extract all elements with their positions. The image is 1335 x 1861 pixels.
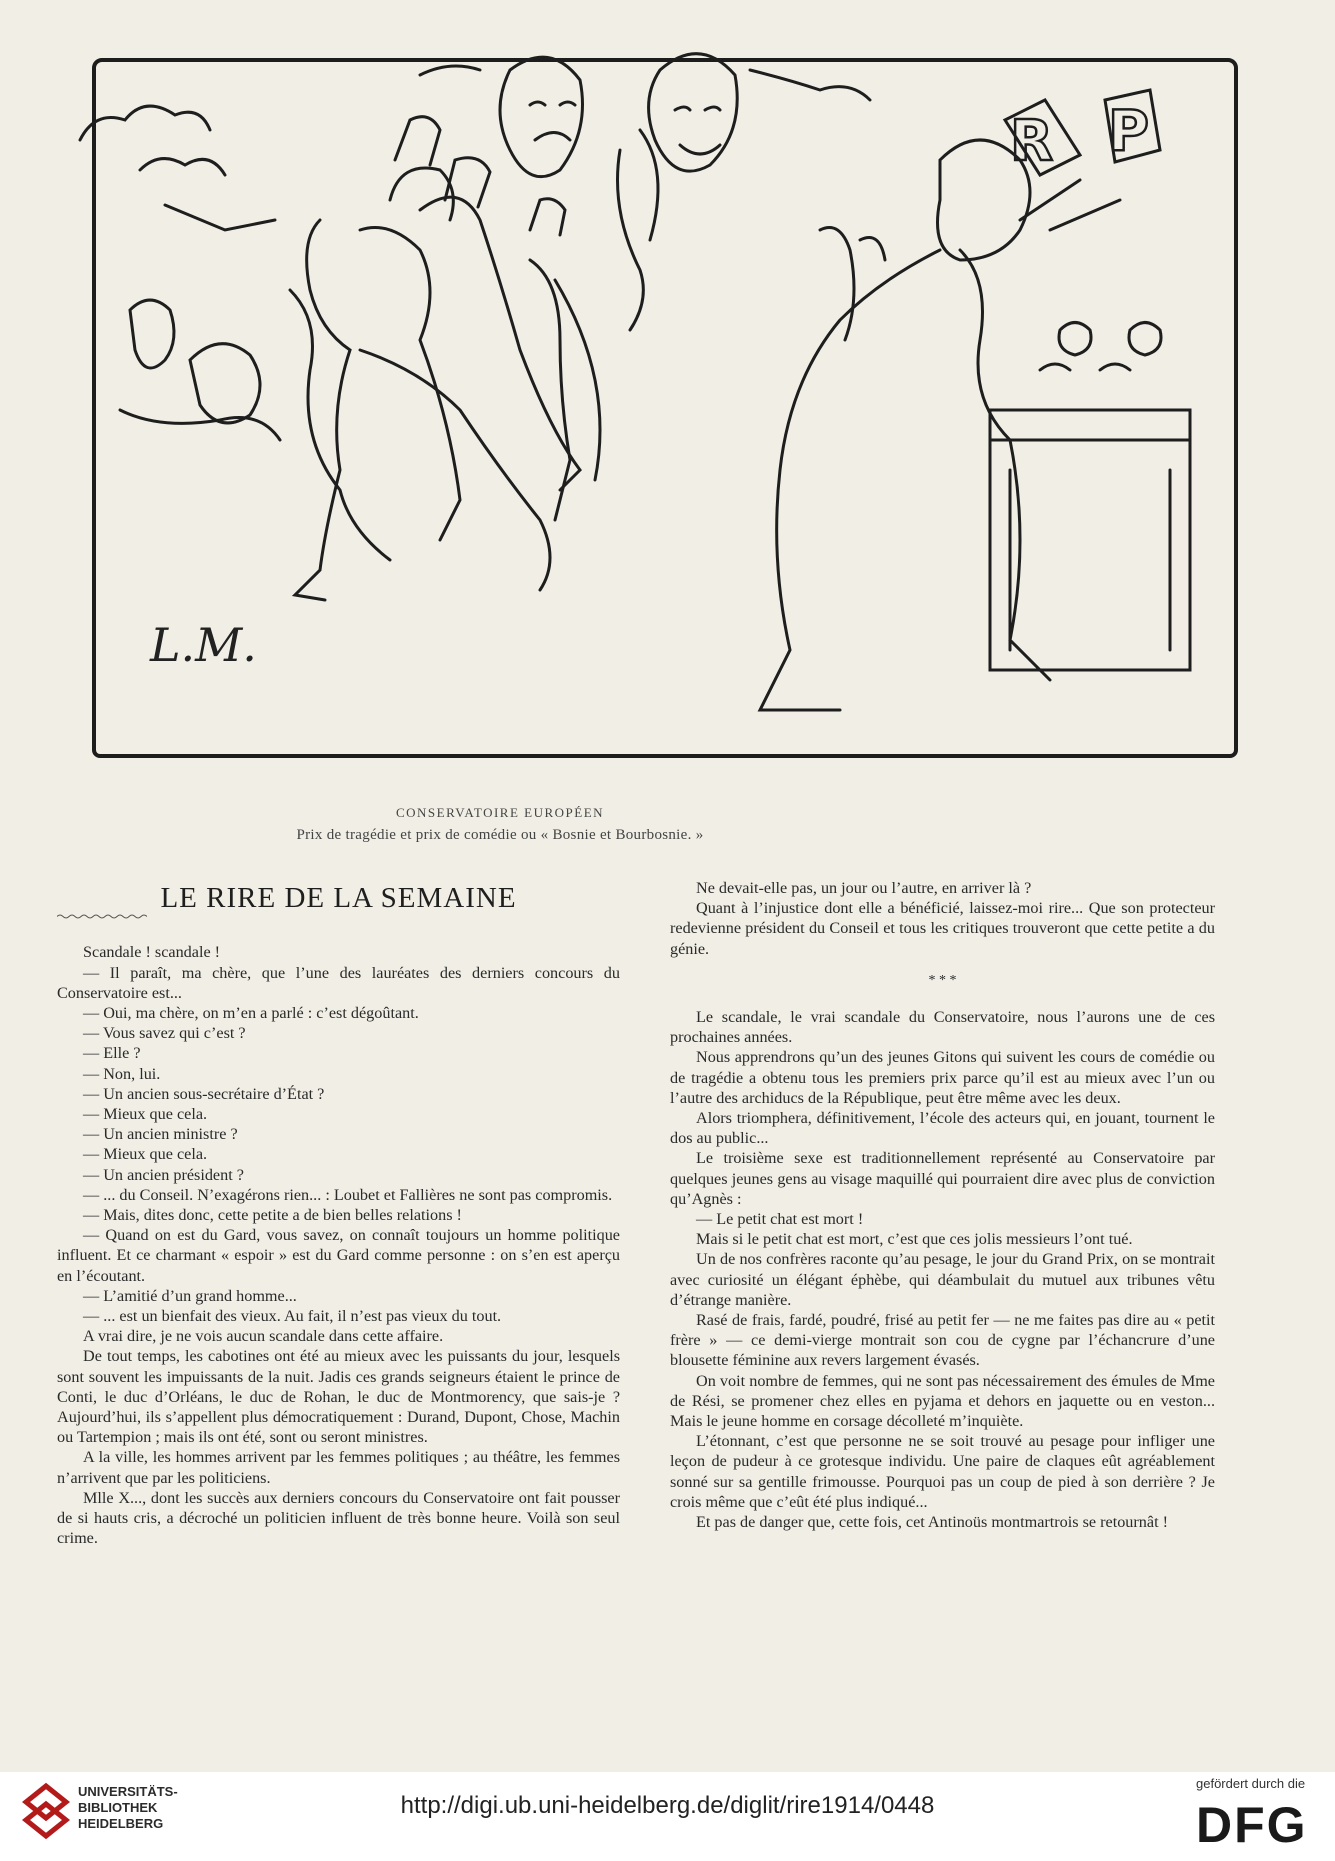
library-line: HEIDELBERG xyxy=(78,1816,164,1831)
paragraph: — ... du Conseil. N’exagérons rien... : Loubet et Fallières ne sont pas compromis. xyxy=(83,1185,613,1204)
paragraph: — Un ancien ministre ? xyxy=(83,1125,238,1144)
placard-letter-r: R xyxy=(1010,109,1054,174)
paragraph: Et pas de danger que, cette fois, cet Antinoüs montmartrois se retournât ! xyxy=(696,1513,1168,1532)
paragraph: De tout temps, les cabotines ont été au mieux avec les puissants du jour, lesquels sont souvent les impuissants de la nuit. Jadis ces grands seigneurs étaient le prince de Conti, le duc d’Orléans, le duc de Rohan, le duc de Montmorency, que sais-je ? Aujourd’hui, ils s’appellent plus démocratiquement : Durand, Dupont, Chose, Machin ou Tartempion ; mais ils ont été, sont ou seront ministres. xyxy=(57,1347,620,1447)
article-title: LE RIRE DE LA SEMAINE xyxy=(160,882,517,914)
article-column-left xyxy=(57,878,620,1549)
paragraph: Ne devait-elle pas, un jour ou l’autre, en arriver là ? xyxy=(696,879,1032,897)
paragraph: Un de nos confrères raconte qu’au pesage, le jour du Grand Prix, on se montrait avec curiosité un élégant éphèbe, qui déambulait du mutuel aux tribunes vêtu d’étrange manière. xyxy=(670,1250,1215,1309)
caption-subtitle: Prix de tragédie et prix de comédie ou « Bosnie et Bourbosnie. » xyxy=(296,827,704,843)
paragraph: L’étonnant, c’est que personne ne se soit trouvé au pesage pour infliger une leçon de pudeur à ce grotesque individu. Une paire de claques eût agréablement sonné sur sa gentille frimousse. Pourquoi pas un coup de pied à son derrière ? Je crois même que c’eût été plus indiqué... xyxy=(670,1432,1215,1511)
paragraph: Mlle X..., dont les succès aux derniers concours du Conservatoire ont fait pousser de si hauts cris, a décroché un politicien influent de très bonne heure. Voilà son seul crime. xyxy=(57,1488,620,1548)
paragraph: On voit nombre de femmes, qui ne sont pas nécessairement des émules de Mme de Rési, se promener chez elles en pyjama et dehors en jaquette ou en veston... Mais le jeune homme en corsage décolleté m’inquiète. xyxy=(670,1371,1215,1431)
right-paragraphs-bottom xyxy=(670,1007,1215,1532)
paragraph: Alors triomphera, définitivement, l’école des acteurs qui, en jouant, tournent le dos au public... xyxy=(670,1109,1215,1148)
paragraph: Scandale ! scandale ! xyxy=(83,943,221,962)
paragraph: Nous apprendrons qu’un des jeunes Gitons qui suivent les cours de comédie ou de tragédie a obtenu tous les premiers prix parce qu’il est au mieux avec l’un ou l’autre des archiducs de la République, peut être même avec les deux. xyxy=(670,1048,1215,1107)
paragraph: Rasé de frais, fardé, poudré, frisé au petit fer — ne me faites pas dire au « petit frère » — ce demi-vierge montrait son cou de cygne par l’échancrure d’une blousette féminine aux revers largement évasés. xyxy=(670,1311,1215,1370)
placard-letter-p: P xyxy=(1108,99,1150,164)
paragraph: — Oui, ma chère, on m’en a parlé : c’est dégoûtant. xyxy=(83,1004,419,1023)
paragraph: — Mais, dites donc, cette petite a de bien belles relations ! xyxy=(83,1206,462,1225)
paragraph: A la ville, les hommes arrivent par les femmes politiques ; au théâtre, les femmes n’arrivent que par les politiciens. xyxy=(57,1448,620,1487)
library-line: BIBLIOTHEK xyxy=(78,1800,158,1815)
footer-bar xyxy=(0,1772,1335,1861)
paragraph: — ... est un bienfait des vieux. Au fait, il n’est pas vieux du tout. xyxy=(83,1307,502,1326)
paragraph: — Un ancien sous-secrétaire d’État ? xyxy=(83,1084,325,1103)
paragraph: — L’amitié d’un grand homme... xyxy=(83,1286,297,1305)
paragraph: — Vous savez qui c’est ? xyxy=(83,1024,246,1043)
paragraph: Le scandale, le vrai scandale du Conservatoire, nous l’aurons une de ces prochaines années. xyxy=(670,1008,1215,1047)
dfg-logo: DFG xyxy=(1196,1797,1308,1853)
paragraph: — Quand on est du Gard, vous savez, on connaît toujours un homme politique influent. Et ce charmant « espoir » est du Gard comme personne : on s’en est aperçu en l’écoutant. xyxy=(57,1226,620,1285)
paragraph: — Mieux que cela. xyxy=(83,1105,208,1124)
illustrator-signature: L.M. xyxy=(150,618,257,672)
library-line: UNIVERSITÄTS- xyxy=(78,1784,178,1799)
paragraph: — Non, lui. xyxy=(83,1064,161,1083)
paragraph: Mais si le petit chat est mort, c’est que ces jolis messieurs l’ont tué. xyxy=(696,1230,1133,1249)
paragraph: — Elle ? xyxy=(83,1044,141,1063)
left-paragraphs xyxy=(57,942,620,1548)
paragraph: — Il paraît, ma chère, que l’une des lauréates des derniers concours du Conservatoire est... xyxy=(57,963,620,1002)
funding-label: gefördert durch die xyxy=(1196,1776,1306,1791)
caption-title: CONSERVATOIRE EUROPÉEN xyxy=(395,805,605,820)
paragraph: — Le petit chat est mort ! xyxy=(696,1210,864,1229)
article-column-right xyxy=(670,878,1215,1532)
paragraph: Quant à l’injustice dont elle a bénéficié, laissez-moi rire... Que son protecteur redevienne président du Conseil et tous les critiques trouveront que cette petite a du génie. xyxy=(670,899,1215,958)
paragraph: A vrai dire, je ne vois aucun scandale dans cette affaire. xyxy=(83,1327,444,1346)
section-separator: * * * xyxy=(928,972,957,988)
right-paragraphs-top xyxy=(670,878,1215,959)
paragraph: — Un ancien président ? xyxy=(83,1165,244,1184)
source-url-link[interactable]: http://digi.ub.uni-heidelberg.de/diglit/rire1914/0448 xyxy=(400,1792,935,1819)
paragraph: Le troisième sexe est traditionnellement représenté au Conservatoire par quelques jeunes gens au visage maquillé qui pourraient dire avec plus de conviction qu’Agnès : xyxy=(670,1149,1215,1208)
title-underline xyxy=(57,914,147,919)
paragraph: — Mieux que cela. xyxy=(83,1145,208,1164)
